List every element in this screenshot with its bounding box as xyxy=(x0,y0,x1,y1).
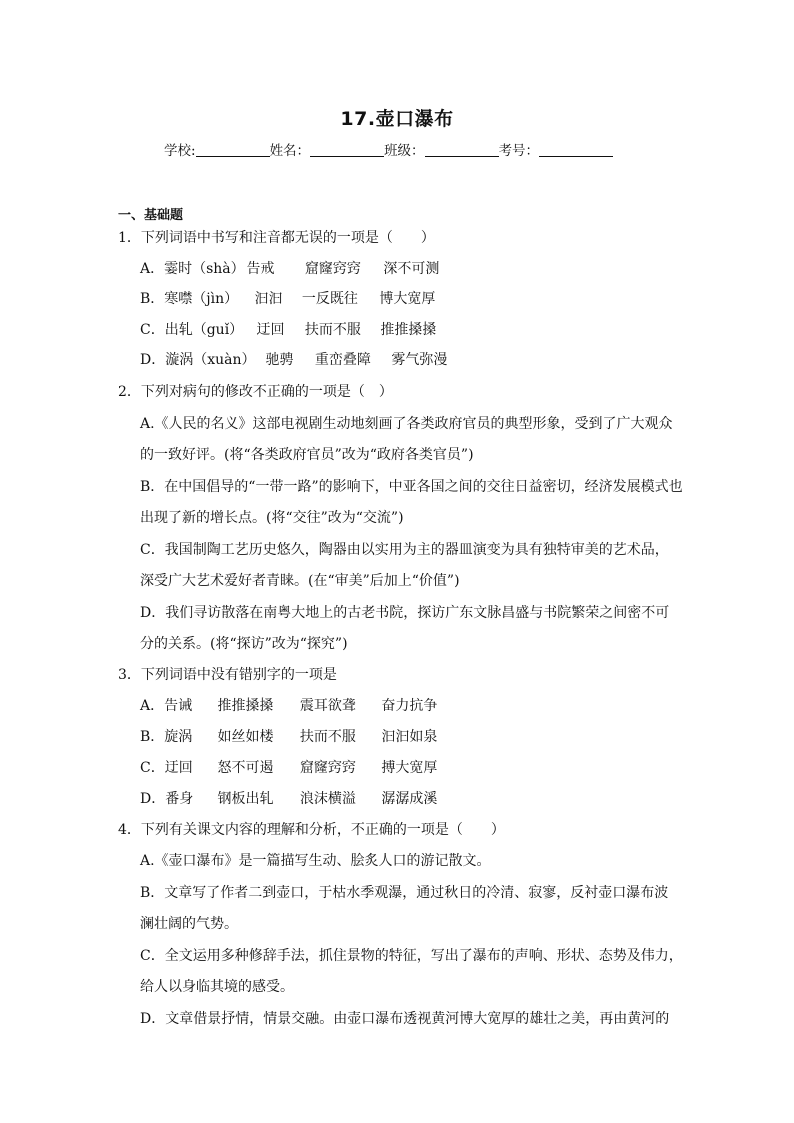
option-word: 奋力抗争 xyxy=(381,698,438,714)
answer-option xyxy=(140,259,439,279)
option-word: 汩汩 xyxy=(254,291,283,307)
option-word: 深不可测 xyxy=(383,261,440,277)
answer-option xyxy=(140,289,435,309)
question-text-line: 给人以身临其境的感受。 xyxy=(140,979,294,995)
option-label: B．寒噤（jìn） xyxy=(140,291,239,307)
page-title: 17.壶口瀑布 xyxy=(340,108,454,130)
school-label: 学校: xyxy=(164,143,196,159)
question-text-line: C．我国制陶工艺历史悠久，陶器由以实用为主的器皿演变为具有独特审美的艺术品， xyxy=(140,542,669,558)
option-word: 如丝如楼 xyxy=(217,729,274,745)
option-word: 怒不可遏 xyxy=(217,760,274,776)
question-text-line: A.《壶口瀑布》是一篇描写生动、脍炙人口的游记散文。 xyxy=(140,853,491,869)
option-word: 震耳欲聋 xyxy=(299,698,356,714)
option-label: A．告诫 xyxy=(140,698,193,714)
option-label: C．出轧（guǐ） xyxy=(140,322,244,338)
option-word: 浪沫横溢 xyxy=(299,791,356,807)
option-word: 推推搡搡 xyxy=(217,698,274,714)
option-word: 扶而不服 xyxy=(304,322,361,338)
question-text-line: D．文章借景抒情，情景交融。由壶口瀑布透视黄河博大宽厚的雄壮之美，再由黄河的 xyxy=(140,1011,670,1027)
question-text-line: C．全文运用多种修辞手法，抓住景物的特征，写出了瀑布的声响、形状、态势及伟力， xyxy=(140,948,683,964)
question-text-line: 深受广大艺术爱好者青睐。(在“审美”后加上“价值”) xyxy=(140,573,460,589)
option-word: 驰骋 xyxy=(265,352,294,368)
question-stem: 2．下列对病句的修改不正确的一项是（ ） xyxy=(118,384,393,400)
school-blank xyxy=(196,142,270,157)
question-text-line: B．文章写了作者二到壶口，于枯水季观瀑，通过秋日的冷清、寂寥，反衬壶口瀑布波 xyxy=(140,885,669,901)
question-stem: 3．下列词语中没有错别字的一项是 xyxy=(118,667,337,683)
answer-option xyxy=(140,789,437,809)
answer-option xyxy=(140,727,437,747)
option-word: 博大宽厚 xyxy=(379,291,436,307)
option-word: 雾气弥漫 xyxy=(391,352,448,368)
name-label: 姓名： xyxy=(269,143,311,159)
option-word: 扶而不服 xyxy=(299,729,356,745)
number-blank xyxy=(539,142,613,157)
class-label: 班级： xyxy=(384,143,425,159)
option-word: 汩汩如泉 xyxy=(381,729,438,745)
option-word: 迂回 xyxy=(256,322,285,338)
option-label: D．番身 xyxy=(140,791,194,807)
number-label: 考号： xyxy=(498,143,540,159)
answer-option xyxy=(140,758,437,778)
option-word: 窟窿窍窍 xyxy=(304,261,361,277)
option-word: 潺潺成溪 xyxy=(381,791,438,807)
option-label: C．迂回 xyxy=(140,760,193,776)
class-blank xyxy=(425,142,499,157)
option-word: 搏大宽厚 xyxy=(381,760,438,776)
option-word: 推推搡搡 xyxy=(380,322,437,338)
question-stem: 4．下列有关课文内容的理解和分析，不正确的一项是（ ） xyxy=(118,822,505,838)
name-blank xyxy=(310,142,384,157)
question-stem: 1．下列词语中书写和注音都无误的一项是（ ） xyxy=(118,230,435,246)
option-label: D．漩涡（xuàn） xyxy=(140,352,256,368)
question-text-line: 的一致好评。(将“各类政府官员”改为“政府各类官员”) xyxy=(140,447,474,463)
student-info-line xyxy=(164,139,613,159)
option-word: 重峦叠障 xyxy=(314,352,371,368)
question-text-line: 分的关系。(将“探访”改为“探究”) xyxy=(140,636,348,652)
answer-option xyxy=(140,320,436,340)
question-text-line: D．我们寻访散落在南粤大地上的古老书院，探访广东文脉昌盛与书院繁荣之间密不可 xyxy=(140,605,670,621)
section-heading: 一、基础题 xyxy=(118,208,184,223)
option-word: 窟窿窍窍 xyxy=(299,760,356,776)
option-word: 告戒 xyxy=(246,261,275,277)
question-text-line: 澜壮阔的气势。 xyxy=(140,916,238,932)
option-label: B．旋涡 xyxy=(140,729,193,745)
answer-option xyxy=(140,350,447,370)
option-word: 钢板出轧 xyxy=(217,791,274,807)
option-word: 一反既往 xyxy=(301,291,358,307)
question-text-line: A.《人民的名义》这部电视剧生动地刻画了各类政府官员的典型形象，受到了广大观众 xyxy=(140,416,673,432)
option-label: A．霎时（shà） xyxy=(140,261,245,277)
answer-option xyxy=(140,696,437,716)
question-text-line: B．在中国倡导的“一带一路”的影响下，中亚各国之间的交往日益密切，经济发展模式也 xyxy=(140,479,683,495)
question-text-line: 出现了新的增长点。(将“交往”改为“交流”) xyxy=(140,510,404,526)
